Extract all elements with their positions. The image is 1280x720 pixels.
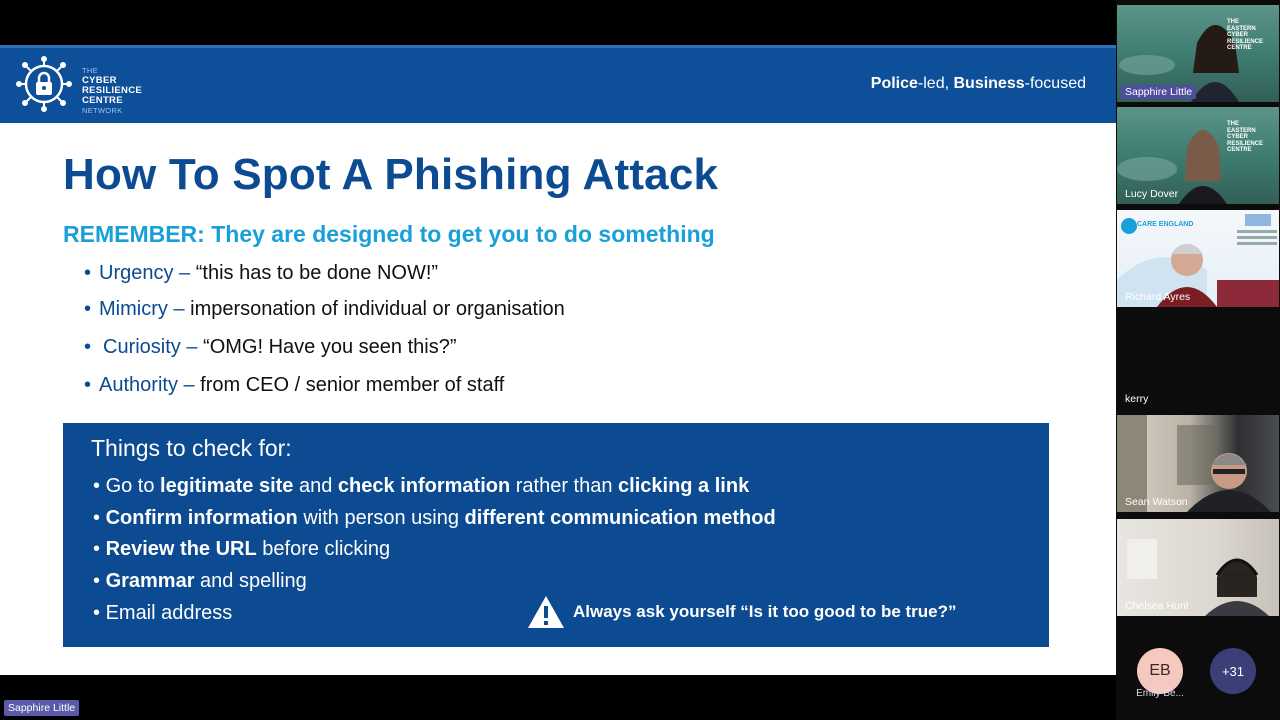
- check-text-strong: Confirm information: [105, 507, 298, 529]
- slide-subtitle: REMEMBER: They are designed to get you to do something: [63, 221, 715, 247]
- logo-line: CENTRE: [1226, 147, 1252, 153]
- tagline-part: -focused: [1024, 75, 1086, 92]
- padlock-circuit-icon: [16, 56, 72, 112]
- check-text-strong: Review the URL: [105, 538, 257, 560]
- slide-title: How To Spot A Phishing Attack: [63, 150, 719, 199]
- check-item: [93, 602, 232, 625]
- check-item: [93, 475, 749, 498]
- tagline-part: -led,: [917, 75, 954, 92]
- logo-line: CYBER: [82, 75, 117, 86]
- check-item: [93, 538, 390, 561]
- logo-line: CENTRE: [82, 95, 123, 106]
- bullet-item: [84, 336, 456, 359]
- participant-name: Sapphire Little: [1121, 85, 1196, 99]
- more-participants-button[interactable]: +31: [1210, 648, 1256, 694]
- bullet-term: Authority –: [99, 374, 195, 396]
- tagline: [871, 75, 1086, 93]
- check-item: [93, 507, 776, 530]
- tagline-part: Business: [953, 75, 1025, 92]
- logo-line: THE: [82, 66, 98, 75]
- bullet-dot-icon: •: [93, 602, 106, 624]
- warning-triangle-icon: [527, 595, 565, 629]
- check-text-strong: Grammar: [105, 570, 195, 592]
- participant-tile[interactable]: [1117, 312, 1279, 409]
- bullet-text: from CEO / senior member of staff: [194, 374, 505, 396]
- warning-text: Always ask yourself “Is it too good to be true?”: [573, 602, 957, 621]
- bullet-item: [84, 298, 565, 321]
- bullet-dot-icon: •: [84, 374, 92, 396]
- participant-name: Lucy Dover: [1125, 188, 1179, 200]
- participant-tile[interactable]: [1117, 210, 1279, 307]
- participant-name: kerry: [1125, 393, 1149, 405]
- shared-slide: [0, 45, 1116, 675]
- logo-line: CYBER: [1226, 32, 1248, 38]
- bullet-term: Urgency –: [99, 262, 191, 284]
- logo-line: RESILIENCE: [1226, 38, 1263, 45]
- presenter-name-label: Sapphire Little: [4, 700, 79, 716]
- bullet-text: “this has to be done NOW!”: [190, 262, 439, 284]
- bullet-dot-icon: •: [93, 507, 106, 529]
- check-text: and spelling: [194, 570, 307, 592]
- check-text: and: [293, 475, 338, 497]
- participant-avatar[interactable]: EB: [1137, 648, 1183, 694]
- check-text: Go to: [105, 475, 161, 497]
- check-text-strong: different communication method: [464, 507, 776, 529]
- logo-line: RESILIENCE: [1226, 140, 1263, 147]
- care-england-logo: CARE ENGLAND: [1137, 221, 1194, 228]
- check-text: before clicking: [256, 538, 391, 560]
- logo-line: CENTRE: [1226, 45, 1252, 51]
- warning-callout: [527, 595, 957, 629]
- bullet-dot-icon: •: [93, 538, 106, 560]
- logo-line: EASTERN: [1226, 25, 1256, 32]
- bullet-item: [84, 374, 504, 397]
- bullet-dot-icon: •: [93, 475, 106, 497]
- check-text-strong: legitimate site: [160, 475, 294, 497]
- logo-line: RESILIENCE: [82, 85, 143, 96]
- logo-line: CYBER: [1226, 134, 1248, 140]
- eastern-cyber-logo: [1227, 121, 1263, 154]
- check-item: [93, 570, 307, 593]
- participant-tile[interactable]: [1117, 5, 1279, 102]
- bullet-dot-icon: •: [93, 570, 106, 592]
- participant-name: Chelsea Hunt: [1125, 600, 1189, 612]
- bullet-text: impersonation of individual or organisation: [184, 298, 565, 320]
- bullet-term: Mimicry –: [99, 298, 185, 320]
- logo-line: THE: [1226, 121, 1239, 127]
- bullet-dot-icon: •: [84, 336, 92, 358]
- check-text-strong: check information: [337, 475, 511, 497]
- participant-panel: [1116, 0, 1280, 720]
- bullet-dot-icon: •: [84, 298, 92, 320]
- logo-line: THE: [1226, 19, 1239, 25]
- check-text: Email address: [105, 602, 233, 624]
- participant-name: Sean Watson: [1125, 496, 1188, 508]
- cyber-resilience-logo: [16, 56, 156, 116]
- check-for-box: [63, 423, 1049, 647]
- bullet-item: [84, 262, 438, 285]
- tagline-part: Police: [870, 75, 918, 92]
- slide-header: [0, 45, 1116, 123]
- participant-tile[interactable]: [1117, 107, 1279, 204]
- check-box-title: Things to check for:: [91, 435, 292, 461]
- participant-name: Richard Ayres: [1125, 291, 1191, 303]
- participant-tile[interactable]: [1117, 415, 1279, 512]
- logo-line: NETWORK: [82, 106, 123, 115]
- bullet-text: “OMG! Have you seen this?”: [197, 336, 457, 358]
- check-text: rather than: [510, 475, 619, 497]
- bullet-term: Curiosity –: [103, 336, 198, 358]
- bullet-dot-icon: •: [84, 262, 92, 284]
- check-text-strong: clicking a link: [618, 475, 750, 497]
- check-text: with person using: [297, 507, 465, 529]
- participant-name: Emily Be...: [1136, 688, 1184, 699]
- participant-tile[interactable]: [1117, 519, 1279, 616]
- eastern-cyber-logo: [1227, 19, 1263, 52]
- logo-line: EASTERN: [1226, 127, 1256, 134]
